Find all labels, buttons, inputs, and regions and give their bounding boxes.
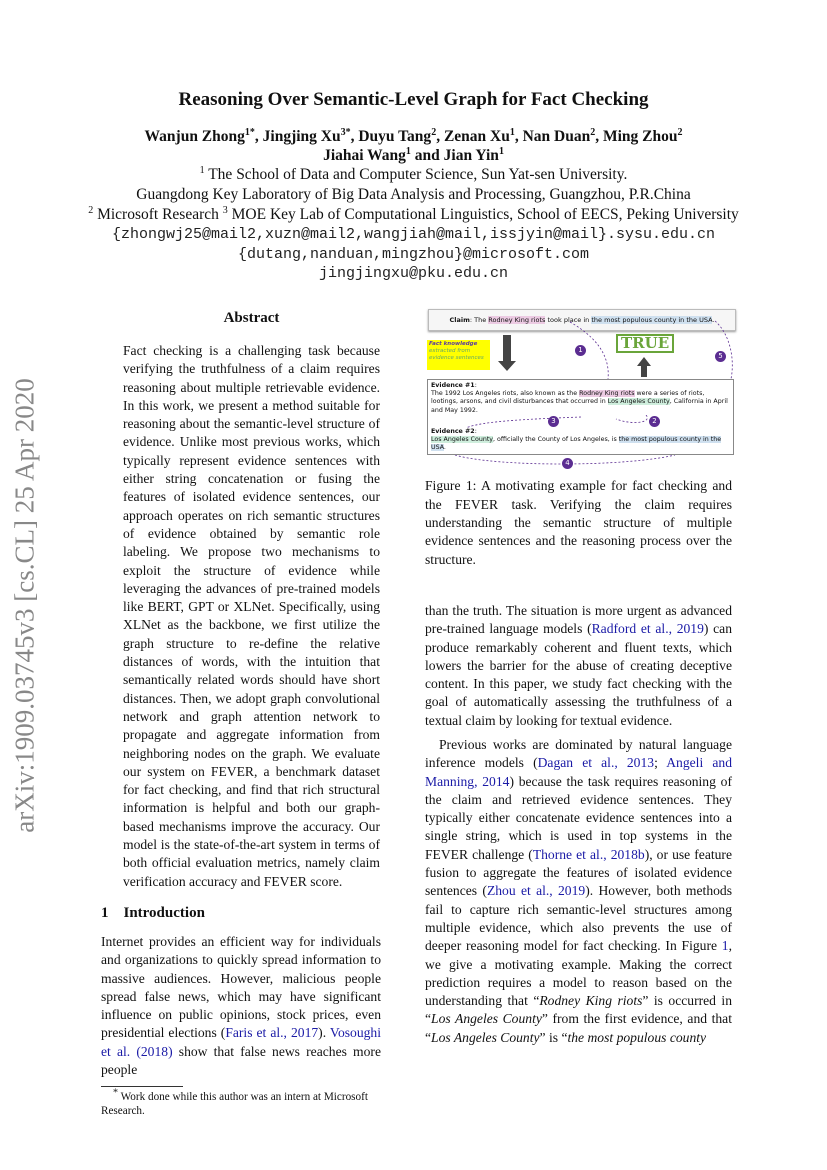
- intro-paragraph-1-cont: [425, 602, 732, 730]
- email-3: jingjingxu@pku.edu.cn: [318, 265, 509, 282]
- evidence-label: Evidence #2: [431, 427, 475, 435]
- figure-bottom: [425, 455, 735, 471]
- author: Wanjun Zhong: [144, 128, 245, 145]
- text: ” is occurred in “: [425, 993, 732, 1027]
- citation-link[interactable]: Dagan et al., 2013: [537, 755, 655, 771]
- text: , California in April and May 1992.: [431, 398, 728, 414]
- reasoning-paths-2-3: [431, 415, 731, 428]
- affiliation-mark: 2: [677, 126, 683, 138]
- text: , officially the County of Los Angeles, is: [493, 436, 619, 444]
- paper-title: Reasoning Over Semantic-Level Graph for Fact Checking: [178, 89, 649, 110]
- step-badge: 4: [562, 458, 573, 469]
- abstract-text: Fact checking is a challenging task because verifying the truthfulness of a claim requires reasoning about multiple retrievable evidence. In this work, we present a method suitable for reasoning about the semantic-level structure of evidence. Unlike most previous works, which typically represent evidence sentences with either string concatenation or fusing the features of isolated evidence sentences, our approach operates on rich semantic structures of evidence obtained by semantic role labeling. We propose two mechanisms to exploit the structure of evidence while leveraging the advances of pre-trained models like BERT, GPT or XLNet. Specifically, using XLNet as the backbone, we first utilize the graph structure to re-define the relative distances of words, with the intuition that semantically related words should have short distances. Then, we adopt graph convolutional network and graph attention network to propagate and aggregate information from neighboring nodes on the graph. We evaluate our system on FEVER, a benchmark dataset for fact checking, and find that rich structural information is helpful and both our graph-based mechanisms improve the accuracy. Our model is the state-of-the-art system in terms of both official evaluation metrics, namely claim verification accuracy and FEVER score.: [123, 343, 380, 889]
- affiliation-1: [0, 165, 827, 185]
- footnote-mark: *: [113, 1087, 118, 1099]
- author: Duyu Tang: [358, 128, 432, 145]
- author-list: [0, 127, 827, 165]
- text: .: [712, 316, 715, 324]
- text: show that false news reaches more people: [101, 1043, 381, 1077]
- fk-title: Fact knowledge: [429, 341, 478, 347]
- affiliation-text: Microsoft Research: [97, 206, 219, 223]
- text: ).: [318, 1025, 330, 1041]
- text: ” is “: [539, 1029, 568, 1045]
- step-badge: 2: [649, 416, 660, 427]
- reasoning-path-3: [466, 417, 581, 428]
- emphasis: the most populous county: [567, 1029, 707, 1045]
- affiliation-mark: 1: [199, 164, 205, 176]
- author: Jian Yin: [443, 147, 499, 164]
- section-heading: [101, 905, 381, 922]
- step-badge: 3: [548, 416, 559, 427]
- figure-link[interactable]: 1: [721, 938, 729, 954]
- up-arrow-icon: [637, 357, 651, 377]
- step-badge: 5: [715, 351, 726, 362]
- affiliation-mark: 1*: [244, 126, 255, 138]
- text: ” from the first evidence, and that “: [425, 1011, 732, 1045]
- arxiv-side-label[interactable]: arXiv:1909.03745v3 [cs.CL] 25 Apr 2020: [9, 378, 40, 833]
- citation-link[interactable]: Vosoughi et al. (2018): [101, 1025, 381, 1059]
- text: , we give a motivating example. Making the correct prediction requires a model to reason based on the understanding that “: [425, 938, 732, 1009]
- affiliation-mark: 3: [222, 204, 228, 216]
- reasoning-path-2: [616, 415, 647, 422]
- citation-link[interactable]: Radford et al., 2019: [591, 621, 704, 637]
- footnote: [101, 1087, 406, 1118]
- emphasis: Los Angeles County: [431, 1029, 540, 1045]
- emphasis: Rodney King riots: [539, 993, 643, 1009]
- text: Internet provides an efficient way for individuals and organizations to quickly spread information to massive audiences. However, malicious people spread false news, which may have significant influence on public opinions, stock prices, even presidential elections (: [101, 933, 381, 1041]
- highlight: Los Angeles County: [607, 398, 670, 406]
- text: .: [443, 444, 446, 452]
- text: Previous works are dominated by natural language inference models (: [425, 736, 732, 771]
- citation-link[interactable]: Angeli and Manning, 2014: [425, 755, 732, 789]
- emphasis: Los Angeles County: [431, 1011, 542, 1027]
- affiliation-mark: 2: [431, 126, 437, 138]
- author: Nan Duan: [522, 128, 591, 145]
- text: The 1992 Los Angeles riots, also known as the: [431, 390, 580, 398]
- evidence-box: [427, 379, 734, 455]
- highlight: Rodney King riots: [488, 316, 546, 324]
- intro-paragraph-2: [425, 736, 732, 1047]
- section-number: 1: [101, 904, 109, 921]
- email-1: {zhongwj25@mail2,xuzn@mail2,wangjiah@mail,issjyin@mail}.sysu.edu.cn: [111, 226, 716, 243]
- section-title: Introduction: [123, 904, 205, 921]
- author: Jingjing Xu: [262, 128, 341, 145]
- affiliation-mark: 1: [405, 145, 411, 157]
- citation-link[interactable]: Thorne et al., 2018b: [532, 846, 645, 862]
- text: ), or use feature fusion to aggregate the features of isolated evidence sentences (: [425, 846, 732, 899]
- affiliation-text: MOE Key Lab of Computational Linguistics, School of EECS, Peking University: [231, 206, 739, 223]
- citation-link[interactable]: Faris et al., 2017: [225, 1025, 319, 1041]
- text: were a series of riots, lootings, arsons, and civil disturbances that occurred in: [431, 390, 705, 406]
- intro-paragraph-1: [101, 933, 381, 1079]
- text: took place in: [545, 316, 592, 324]
- text: : The: [469, 316, 489, 324]
- affiliation-mark: 2: [88, 204, 94, 216]
- text: ) can produce remarkably coherent and fluent texts, which lowers the barrier for the abuse of creating deceptive content. In this paper, we study fact checking with the goal of automatically assessing the truthfulness of a textual claim by looking for textual evidence.: [425, 621, 732, 728]
- affiliation-mark: 3*: [340, 126, 351, 138]
- highlight: the most populous county in the USA: [431, 436, 722, 452]
- text: ;: [654, 755, 667, 771]
- text: ). However, both methods fail to capture rich semantic-level structures among multiple evidence, which also prevents the use of deeper reasoning model for fact checking. In Figure: [425, 883, 732, 954]
- reasoning-path-5: [715, 321, 732, 379]
- evidence-1: Evidence #1: The 1992 Los Angeles riots, also known as the Rodney King riots were a series of riots, lootings, arsons, and civil disturbances that occurred in Los Angeles County, California in April and May 1992.: [431, 382, 728, 414]
- verdict-stamp: TRUE: [616, 334, 674, 353]
- affiliation-3: [0, 205, 827, 225]
- email-2: {dutang,nanduan,mingzhou}@microsoft.com: [237, 246, 590, 263]
- citation-link[interactable]: Zhou et al., 2019: [486, 883, 586, 899]
- author: Ming Zhou: [602, 128, 678, 145]
- abstract-heading: Abstract: [223, 310, 280, 326]
- highlight: Los Angeles County: [431, 436, 494, 444]
- author-line-1: Wanjun Zhong$^{1*}$, Jingjing $Xu^{3*}$, Duyu Tang$^2$, Zenan Xu$^1$, Nan Duan$^2$, Ming Zhou$^2$: [144, 126, 683, 145]
- highlight: Rodney King riots: [579, 390, 635, 398]
- figure-arrows: [425, 309, 735, 379]
- affiliation-text: The School of Data and Computer Science, Sun Yat-sen University.: [208, 166, 628, 183]
- step-badge: 1: [575, 345, 586, 356]
- evidence-label: Evidence #1: [431, 382, 475, 389]
- footnote-text: Work done while this author was an intern at Microsoft Research.: [101, 1091, 368, 1118]
- affiliation-mark: 1: [498, 145, 504, 157]
- text: than the truth. The situation is more urgent as advanced pre-trained language models (: [425, 602, 732, 637]
- evidence-gap: [431, 415, 730, 428]
- affiliation-2: Guangdong Key Laboratory of Big Data Analysis and Processing, Guangzhou, P.R.China: [136, 186, 691, 203]
- and: and: [414, 147, 440, 164]
- left-column: [101, 310, 381, 1118]
- highlight: the most populous county in the USA: [591, 316, 713, 324]
- affiliation-mark: 2: [590, 126, 596, 138]
- reasoning-path-4-svg: [425, 455, 735, 471]
- right-column: [425, 309, 735, 1047]
- author-line-2: [0, 146, 827, 165]
- text: ) because the task requires reasoning of the claim and retrieved evidence sentences. They typically either concatenate evidence sentences into a single string, which is used in top systems in the FEVER challenge (: [425, 773, 732, 862]
- figure-caption: Figure 1: A motivating example for fact checking and the FEVER task. Verifying the claim requires understanding the semantic structure of multiple evidence sentences and the reasoning process over the structure.: [425, 478, 732, 567]
- figure-top: [425, 309, 735, 379]
- fk-subtitle: extracted from evidence sentences: [429, 348, 484, 361]
- down-arrow-icon: [498, 335, 516, 371]
- evidence-2: Evidence #2: Los Angeles County, officially the County of Los Angeles, is the most populous county in the USA.: [431, 427, 722, 452]
- affiliation-mark: 1: [509, 126, 515, 138]
- author: Zenan Xu: [443, 128, 510, 145]
- claim-label: Claim: [449, 316, 470, 324]
- figure-1: [425, 309, 735, 471]
- author: Jiahai Wang: [323, 147, 406, 164]
